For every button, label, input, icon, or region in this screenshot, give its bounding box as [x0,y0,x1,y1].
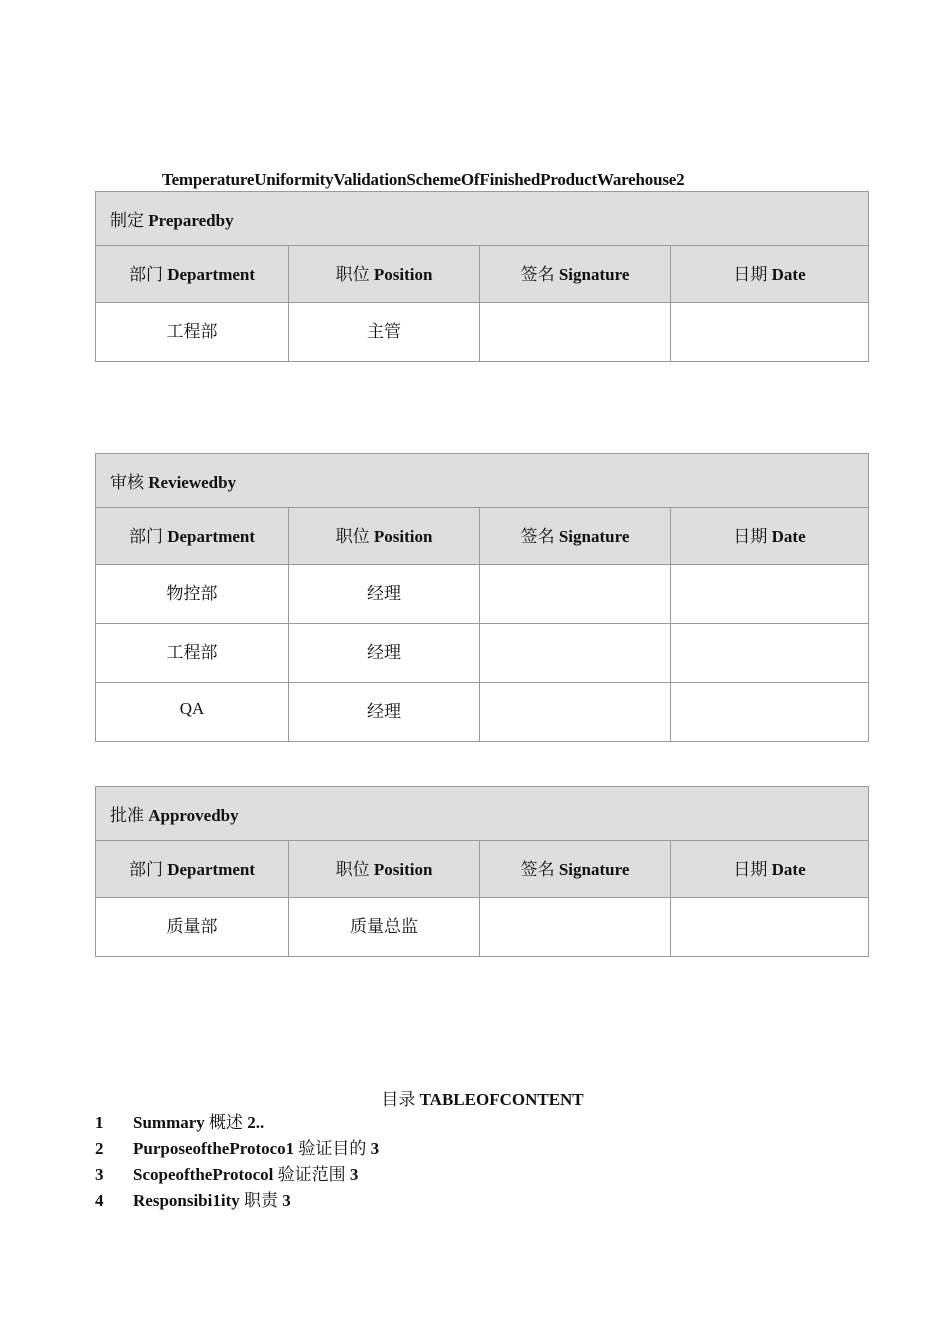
department-cell: 工程部 [96,303,289,362]
position-cell: 经理 [289,683,480,742]
document-title: TemperatureUniformityValidationSchemeOfFinishedProductWarehouse2 [162,170,685,189]
toc-item[interactable] [95,1137,379,1163]
section-header-row [96,454,869,508]
position-cell: 经理 [289,565,480,624]
department-header: 部门 Department [96,246,289,303]
column-header-row [96,508,869,565]
toc-title: 目录 TABLEOFCONTENT [381,1090,584,1109]
section-header-row [96,787,869,841]
toc-list [95,1111,379,1215]
toc-item-title-cn: 验证目的 [298,1139,367,1158]
position-header: 职位 Position [289,246,480,303]
signature-cell[interactable] [480,683,671,742]
prepared-by-label: 制定 Preparedby [96,192,869,246]
toc-item-page: 3 [370,1139,380,1158]
signature-cell[interactable] [480,565,671,624]
position-cell: 主管 [289,303,480,362]
date-header: 日期 Date [671,841,869,898]
approved-by-label: 批准 Approvedby [96,787,869,841]
reviewed-by-label: 审核 Reviewedby [96,454,869,508]
column-header-row [96,246,869,303]
date-header: 日期 Date [671,508,869,565]
column-header-row [96,841,869,898]
toc-item-number: 2 [95,1139,104,1158]
toc-item-title-cn: 概述 [209,1113,244,1132]
toc-item-page: 2.. [247,1113,265,1132]
approved-by-table [95,786,869,957]
position-header: 职位 Position [289,841,480,898]
toc-item-title-en: Responsibi1ity [133,1191,240,1210]
position-header: 职位 Position [289,508,480,565]
date-cell[interactable] [671,303,869,362]
date-cell[interactable] [671,565,869,624]
toc-item-title-cn: 职责 [244,1191,278,1210]
date-header: 日期 Date [671,246,869,303]
toc-item[interactable] [95,1163,379,1189]
prepared-by-table [95,191,869,362]
toc-item-number: 3 [95,1165,104,1184]
toc-item-page: 3 [349,1165,359,1184]
department-cell: 工程部 [96,624,289,683]
toc-item[interactable] [95,1111,379,1137]
toc-item-number: 1 [95,1113,104,1132]
date-cell[interactable] [671,683,869,742]
department-header: 部门 Department [96,841,289,898]
toc-item-title-en: PurposeoftheProtoco1 [133,1139,295,1158]
toc-item[interactable] [95,1189,379,1215]
section-header-row [96,192,869,246]
toc-item-title-en: ScopeoftheProtocol [133,1165,274,1184]
signature-header: 签名 Signature [480,508,671,565]
signature-cell[interactable] [480,898,671,957]
table-row [96,565,869,624]
date-cell[interactable] [671,898,869,957]
department-cell: 物控部 [96,565,289,624]
toc-item-number: 4 [95,1191,104,1210]
position-cell: 经理 [289,624,480,683]
table-row [96,898,869,957]
signature-cell[interactable] [480,303,671,362]
date-cell[interactable] [671,624,869,683]
department-cell: 质量部 [96,898,289,957]
table-row [96,624,869,683]
toc-item-page: 3 [282,1191,291,1210]
signature-cell[interactable] [480,624,671,683]
position-cell: 质量总监 [289,898,480,957]
department-cell: QA [96,683,289,742]
toc-item-title-cn: 验证范围 [277,1165,346,1184]
table-row [96,683,869,742]
signature-header: 签名 Signature [480,246,671,303]
department-header: 部门 Department [96,508,289,565]
signature-header: 签名 Signature [480,841,671,898]
reviewed-by-table [95,453,869,742]
toc-item-title-en: Summary [133,1113,205,1132]
table-row [96,303,869,362]
